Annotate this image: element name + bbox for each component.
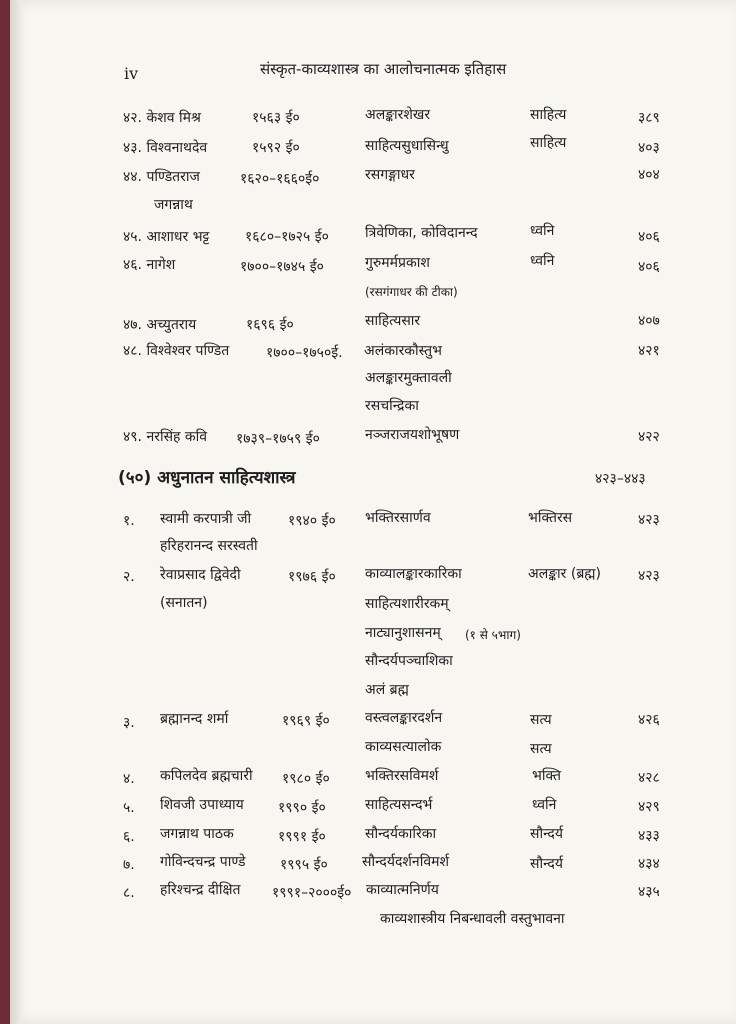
entry-author: ४२. केशव मिश्र (123, 110, 201, 126)
modern-work: भक्तिरसार्णव (365, 510, 431, 526)
modern-num: २. (123, 569, 135, 585)
modern-category: सत्य (530, 712, 552, 728)
modern-page: ४३३ (638, 828, 660, 844)
entry-date: १६८०–१७२५ ई० (245, 229, 329, 245)
entry-page: ४०६ (638, 229, 660, 245)
modern-page: ४२३ (638, 512, 660, 528)
modern-num: ७. (123, 857, 135, 873)
entry-work: अलङ्कारशेखर (365, 107, 431, 123)
entry-date: १७००–१७४५ ई० (240, 259, 324, 275)
running-title: संस्कृत-काव्यशास्त्र का आलोचनात्मक इतिहास (260, 60, 507, 78)
modern-num: ४. (123, 771, 135, 787)
modern-work: वस्त्वलङ्कारदर्शन (365, 710, 443, 726)
entry-category: ध्वनि (530, 223, 555, 239)
entry-date: १७००–१७५०ई. (266, 345, 343, 361)
entry-page: ४०३ (638, 140, 660, 156)
modern-work-note: (१ से ५भाग) (465, 628, 521, 642)
modern-author: जगन्नाथ पाठक (160, 826, 234, 842)
modern-work: सौन्दर्यकारिका (365, 826, 437, 842)
modern-author: शिवजी उपाध्याय (160, 797, 244, 813)
modern-extra-work: नाट्यानुशासनम् (365, 625, 441, 641)
entry-date: १५६३ ई० (252, 110, 300, 126)
modern-extra-work: साहित्यशारीरकम् (365, 596, 449, 612)
entry-work: रसगङ्गाधर (365, 167, 415, 183)
modern-work: भक्तिरसविमर्श (365, 768, 439, 784)
modern-date: १९९१–२०००ई० (272, 885, 352, 901)
entry-page: ४०७ (638, 313, 660, 329)
entry-page: ४२२ (638, 429, 660, 445)
modern-date: १९९५ ई० (280, 857, 328, 873)
modern-date: १९९१ ई० (278, 829, 326, 845)
modern-author-cont: हरिहरानन्द सरस्वती (160, 538, 258, 554)
page-edge (10, 0, 22, 1024)
entry-category: साहित्य (530, 107, 567, 123)
book-page (10, 0, 736, 1024)
modern-work: काव्यात्मनिर्णय (366, 882, 439, 898)
entry-work-note: (रसगंगाधर की टीका) (365, 285, 458, 299)
modern-page: ४२८ (638, 770, 660, 786)
modern-page: ४२९ (638, 799, 660, 815)
modern-date: १९६९ ई० (282, 713, 330, 729)
modern-num: ५. (123, 800, 135, 816)
entry-extra-work: रसचन्द्रिका (365, 398, 419, 414)
modern-category: सौन्दर्य (530, 856, 563, 872)
modern-extra-category: सत्य (530, 741, 552, 757)
page-number: iv (124, 64, 139, 83)
modern-author: ब्रह्मानन्द शर्मा (160, 711, 229, 727)
modern-page: ४३४ (638, 856, 660, 872)
modern-extra-work: अलं ब्रह्म (365, 682, 409, 698)
modern-extra-work: काव्यसत्यालोक (365, 739, 442, 755)
modern-author: स्वामी करपात्री जी (160, 511, 252, 527)
entry-date: १५९२ ई० (252, 140, 300, 156)
modern-author: गोविन्दचन्द्र पाण्डे (160, 854, 246, 870)
entry-work: साहित्यसुधासिन्धु (365, 138, 449, 154)
entry-date: १६२०–१६६०ई० (240, 171, 320, 187)
modern-category: ध्वनि (532, 797, 557, 813)
modern-author: कपिलदेव ब्रह्मचारी (160, 768, 253, 784)
entry-category: साहित्य (530, 135, 567, 151)
entry-date: १७३९–१७५९ ई० (236, 431, 320, 447)
entry-author: ४७. अच्युतराय (123, 317, 197, 333)
footer-line: काव्यशास्त्रीय निबन्धावली वस्तुभावना (380, 911, 565, 927)
modern-category: अलङ्कार (ब्रह्म) (528, 566, 601, 582)
modern-category: सौन्दर्य (530, 826, 563, 842)
entry-author: ४४. पण्डितराज (123, 169, 200, 185)
modern-date: १९४० ई० (288, 513, 336, 529)
entry-page: ४०६ (638, 259, 660, 275)
modern-date: १९९० ई० (278, 800, 326, 816)
modern-page: ४२६ (638, 712, 660, 728)
entry-page: ४०४ (638, 167, 660, 183)
modern-work: काव्यालङ्कारकारिका (365, 566, 462, 582)
entry-page: ३८९ (638, 110, 660, 126)
entry-work: अलंकारकौस्तुभ (364, 343, 442, 359)
modern-page: ४२३ (638, 568, 660, 584)
modern-num: १. (123, 513, 135, 529)
entry-author: ४३. विश्वनाथदेव (123, 140, 208, 156)
modern-extra-work: सौन्दर्यपञ्चाशिका (365, 653, 453, 669)
section-heading: (५०) अधुनातन साहित्यशास्त्र (118, 468, 296, 488)
entry-author: ४८. विश्वेश्वर पण्डित (123, 343, 230, 359)
entry-date: १६९६ ई० (246, 317, 294, 333)
modern-author: हरिश्चन्द्र दीक्षित (160, 882, 241, 898)
modern-date: १९७६ ई० (288, 569, 336, 585)
entry-author: ४६. नागेश (123, 257, 176, 273)
modern-work: सौन्दर्यदर्शनविमर्श (362, 854, 449, 870)
modern-author: रेवाप्रसाद द्विवेदी (160, 567, 241, 583)
modern-date: १९८० ई० (282, 771, 330, 787)
modern-category: भक्ति (532, 768, 561, 784)
entry-category: ध्वनि (530, 253, 555, 269)
modern-num: ६. (123, 829, 135, 845)
modern-author-cont: (सनातन) (160, 595, 208, 611)
entry-extra-work: अलङ्कारमुक्तावली (365, 370, 452, 386)
entry-page: ४२१ (638, 343, 660, 359)
entry-work: गुरुमर्मप्रकाश (365, 255, 430, 271)
entry-author-cont: जगन्नाथ (154, 197, 193, 213)
entry-author: ४९. नरसिंह कवि (123, 429, 208, 445)
entry-author: ४५. आशाधर भट्ट (123, 229, 210, 245)
entry-work: त्रिवेणिका, कोविदानन्द (365, 225, 478, 241)
modern-category: भक्तिरस (528, 510, 573, 526)
entry-work: नञ्जराजयशोभूषण (365, 427, 460, 443)
modern-num: ८. (123, 885, 135, 901)
modern-page: ४३५ (638, 884, 660, 900)
section-page-range: ४२३–४४३ (595, 471, 646, 487)
entry-work: साहित्यसार (365, 313, 421, 329)
modern-num: ३. (123, 715, 135, 731)
modern-work: साहित्यसन्दर्भ (365, 797, 433, 813)
